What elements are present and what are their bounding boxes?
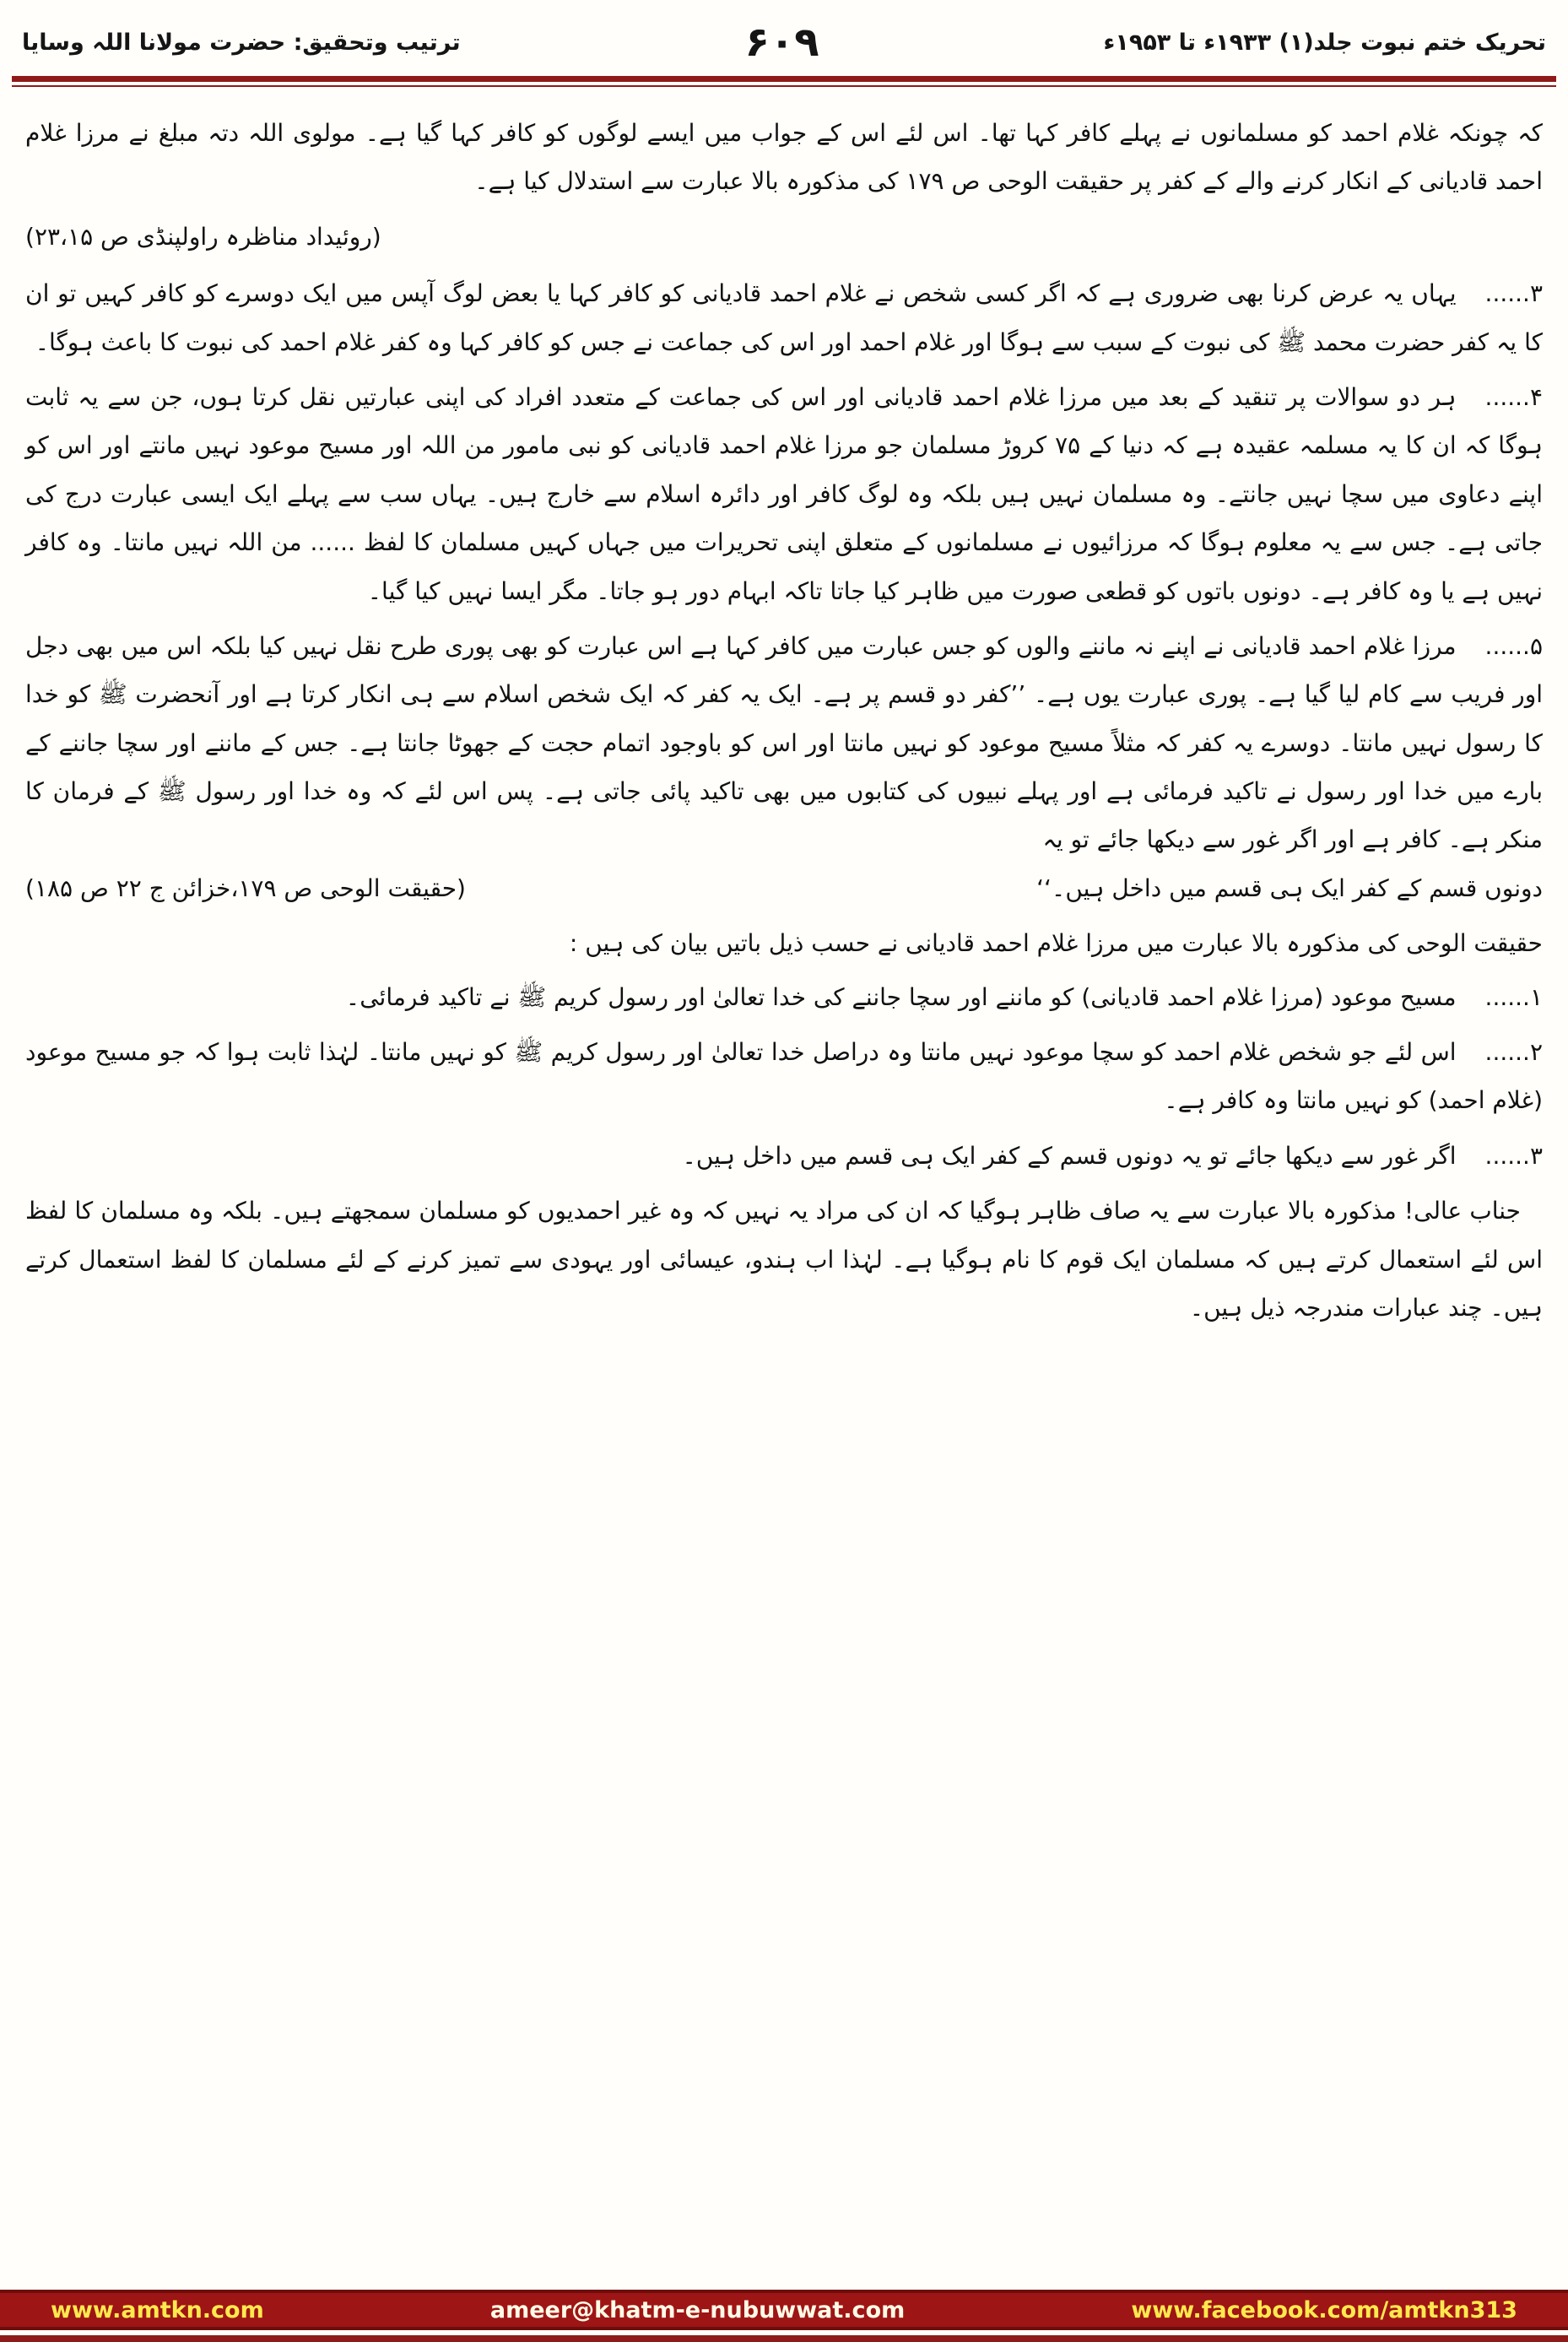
item-5-text: مرزا غلام احمد قادیانی نے اپنے نہ ماننے والوں کو جس عبارت میں کافر کہا ہے اس عبارت کو بھی پوری طرح نقل نہیں کیا بلکہ اس میں بھی دجل اور فریب سے کام لیا گیا ہے۔ پوری عبارت یوں ہے۔ ’’کفر دو قسم پر ہے۔ ایک یہ کفر کہ ایک شخص اسلام سے ہی انکار کرتا ہے اور آنحضرت ﷺ کو خدا کا رسول نہیں مانتا۔ دوسرے یہ کفر کہ مثلاً مسیح موعود کو نہیں مانتا اور اس کو باوجود اتمام حجت کے جھوٹا جانتا ہے۔ جس کے ماننے اور سچا جاننے کے بارے میں خدا اور رسول نے تاکید فرمائی ہے اور پہلے نبیوں کی کتابوں میں بھی تاکید پائی جاتی ہے۔ پس اس لئے کہ وہ خدا اور رسول ﷺ کے فرمان کا منکر ہے۔ کافر ہے اور اگر غور سے دیکھا جائے تو یہ: [25, 631, 1543, 854]
footer-email-link[interactable]: ameer@khatm-e-nubuwwat.com: [489, 2296, 906, 2323]
footer-website-link[interactable]: www.amtkn.com: [51, 2296, 264, 2323]
sub-item-2-marker: ۲......: [1484, 1038, 1543, 1067]
page-content: [0, 87, 1568, 1332]
opening-paragraph: کہ چونکہ غلام احمد کو مسلمانوں نے پہلے کافر کہا تھا۔ اس لئے اس کے جواب میں ایسے لوگوں کو کافر کہا گیا ہے۔ مولوی اللہ دتہ مبلغ نے مرزا غلام احمد قادیانی کے انکار کرنے والے کے کفر پر حقیقت الوحی ص ۱۷۹ کی مذکورہ بالا عبارت سے استدلال کیا ہے۔: [25, 119, 1543, 196]
sub-item-1-text: مسیح موعود (مرزا غلام احمد قادیانی) کو ماننے اور سچا جاننے کی خدا تعالیٰ اور رسول کریم ﷺ نے تاکید فرمائی۔: [345, 982, 1457, 1011]
item-3: [25, 269, 1543, 366]
item-4: [25, 373, 1543, 615]
sub-item-2: [25, 1028, 1543, 1125]
footer-bottom-edge: [0, 2335, 1568, 2342]
reference-rawalpindi: (روئیداد مناظرہ راولپنڈی ص ۲۳،۱۵): [25, 222, 381, 251]
editor-credit: ترتیب وتحقیق: حضرت مولانا اللہ وسایا: [22, 29, 461, 56]
item-5-last-line-row: [25, 864, 1543, 912]
footer-facebook-link[interactable]: www.facebook.com/amtkn313: [1131, 2296, 1517, 2323]
footer-bar: [0, 2290, 1568, 2330]
sub-item-1-marker: ۱......: [1484, 982, 1543, 1011]
page-header: [0, 0, 1568, 74]
list-intro-line: حقیقت الوحی کی مذکورہ بالا عبارت میں مرزا غلام احمد قادیانی نے حسب ذیل باتیں بیان کی ہیں :: [569, 929, 1543, 958]
page-number: ۶۰۹: [744, 19, 819, 66]
closing-paragraph: جناب عالی! مذکورہ بالا عبارت سے یہ صاف ظاہر ہوگیا کہ ان کی مراد یہ نہیں کہ وہ غیر احمدیوں کو مسلمان سمجھتے ہیں۔ بلکہ وہ مسلمان کا لفظ اس لئے استعمال کرتے ہیں کہ مسلمان ایک قوم کا نام ہوگیا ہے۔ لہٰذا اب ہندو، عیسائی اور یہودی سے تمیز کرنے کے لئے مسلمان کا لفظ استعمال کرتے ہیں۔ چند عبارات مندرجہ ذیل ہیں۔: [25, 1197, 1543, 1322]
item-3-marker: ۳......: [1484, 279, 1543, 308]
book-title: تحریک ختم نبوت جلد(۱) ۱۹۳۳ء تا ۱۹۵۳ء: [1103, 29, 1546, 56]
sub-item-3: [25, 1132, 1543, 1180]
item-4-text: ہر دو سوالات پر تنقید کے بعد میں مرزا غلام احمد قادیانی اور اس کی جماعت کے متعدد افراد کی اپنی عبارتیں نقل کرتا ہوں، جن سے یہ ثابت ہوگا کہ ان کا یہ مسلمہ عقیدہ ہے کہ دنیا کے ۷۵ کروڑ مسلمان جو مرزا غلام احمد قادیانی کو نبی مامور من اللہ اور مسیح موعود نہیں مانتے اور اس کو اپنے دعاوی میں سچا نہیں جانتے۔ وہ مسلمان نہیں ہیں بلکہ وہ لوگ کافر اور دائرہ اسلام سے خارج ہیں۔ یہاں سب سے پہلے ایک ایسی عبارت درج کی جاتی ہے۔ جس سے یہ معلوم ہوگا کہ مرزائیوں نے مسلمانوں کے متعلق اپنی تحریرات میں جہاں کہیں مسلمان کا لفظ ...... من اللہ نہیں مانتا۔ وہ کافر نہیں ہے یا وہ کافر ہے۔ دونوں باتوں کو قطعی صورت میں ظاہر کیا جاتا تاکہ ابہام دور ہو جاتا۔ مگر ایسا نہیں کیا گیا۔: [25, 382, 1543, 605]
header-divider: [12, 76, 1556, 87]
item-3-text: یہاں یہ عرض کرنا بھی ضروری ہے کہ اگر کسی شخص نے غلام احمد قادیانی کو کافر کہا یا بعض لوگ آپس میں ایک دوسرے کو کافر کہیں تو ان کا یہ کفر حضرت محمد ﷺ کی نبوت کے سبب سے ہوگا اور غلام احمد اور اس کی جماعت نے جس کو کافر کہا وہ کفر غلام احمد کی نبوت کا باعث ہوگا۔: [25, 279, 1543, 356]
sub-item-1: [25, 973, 1543, 1021]
item-5-last-line: دونوں قسم کے کفر ایک ہی قسم میں داخل ہیں۔‘‘: [1036, 874, 1543, 902]
sub-item-3-text: اگر غور سے دیکھا جائے تو یہ دونوں قسم کے کفر ایک ہی قسم میں داخل ہیں۔: [682, 1141, 1457, 1170]
item-5-marker: ۵......: [1484, 631, 1543, 660]
reference-haqiqatul-wahi: (حقیقت الوحی ص ۱۷۹،خزائن ج ۲۲ ص ۱۸۵): [25, 874, 466, 902]
sub-item-3-marker: ۳......: [1484, 1141, 1543, 1170]
item-4-marker: ۴......: [1484, 382, 1543, 411]
sub-item-2-text: اس لئے جو شخص غلام احمد کو سچا موعود نہیں مانتا وہ دراصل خدا تعالیٰ اور رسول کریم ﷺ کو نہیں مانتا۔ لہٰذا ثابت ہوا کہ جو مسیح موعود (غلام احمد) کو نہیں مانتا وہ کافر ہے۔: [25, 1038, 1543, 1115]
item-5: [25, 622, 1543, 864]
